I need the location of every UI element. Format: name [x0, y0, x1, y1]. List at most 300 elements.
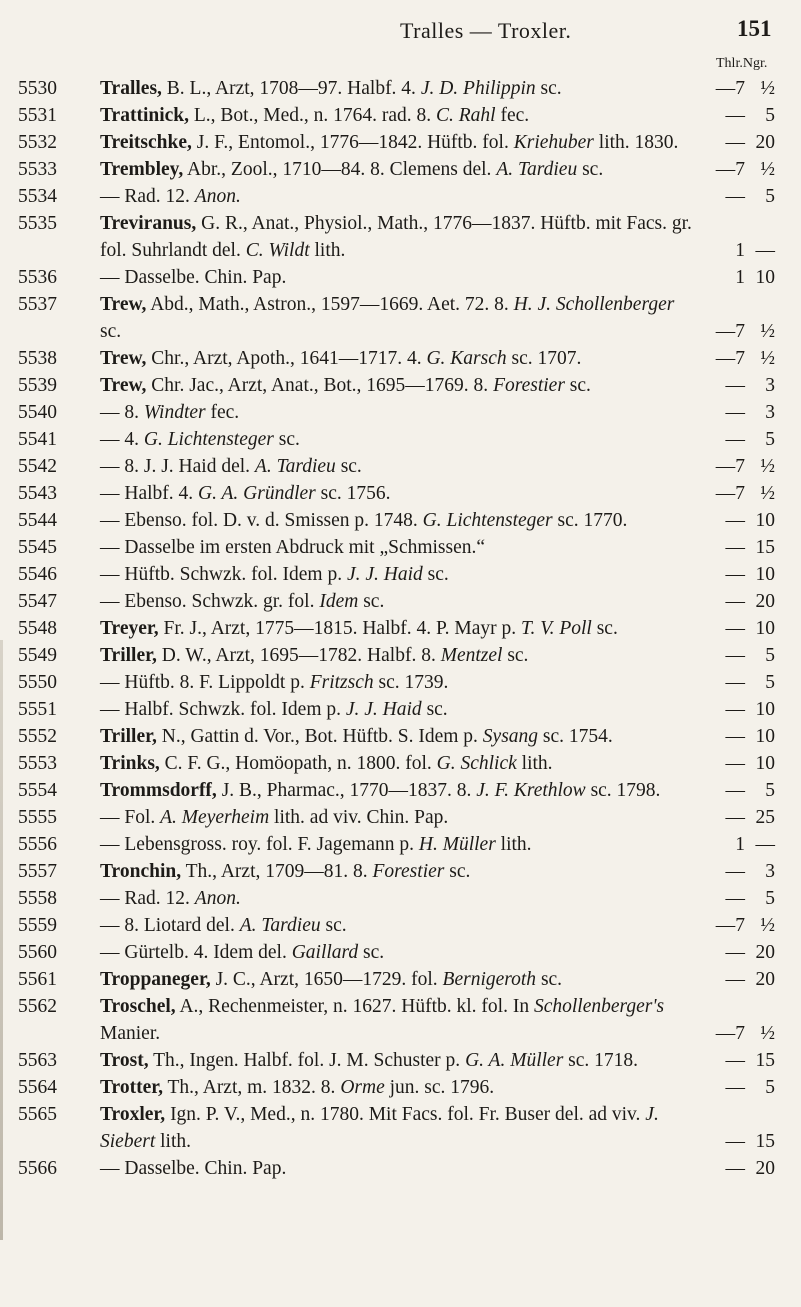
entry-price: [697, 615, 775, 642]
price-groschen: 5: [765, 1077, 775, 1098]
price-column-heading: Thlr.Ngr.: [716, 56, 768, 71]
entry-subject-name: Trattinick,: [100, 105, 190, 126]
entry-price: [697, 264, 775, 291]
entry-price: [697, 588, 775, 615]
price-thaler: —: [725, 861, 745, 882]
catalogue-entry: [0, 561, 801, 588]
entry-subject-name: Tronchin,: [100, 861, 182, 882]
entry-number: 5552: [18, 726, 57, 747]
entry-tail: sc.: [273, 429, 300, 450]
entry-tail: sc.: [358, 591, 385, 612]
entry-subject-name: Tralles,: [100, 78, 162, 99]
price-thaler: —: [725, 564, 745, 585]
entry-tail: sc. 1756.: [315, 483, 391, 504]
price-groschen: 20: [755, 942, 775, 963]
entry-tail: sc. 1770.: [552, 510, 628, 531]
entry-number: 5566: [18, 1158, 57, 1179]
entry-subject-name: Treyer,: [100, 618, 159, 639]
catalogue-entry: [0, 210, 801, 264]
price-thaler: —: [725, 942, 745, 963]
catalogue-entry: [0, 399, 801, 426]
entry-description: — Dasselbe. Chin. Pap.: [100, 1158, 287, 1179]
price-thaler: —: [725, 375, 745, 396]
price-thaler: —: [725, 645, 745, 666]
entry-number: 5542: [18, 456, 57, 477]
entry-description: B. L., Arzt, 1708—97. Halbf. 4.: [161, 78, 421, 99]
entry-tail: sc.: [335, 456, 362, 477]
price-groschen: 10: [755, 726, 775, 747]
catalogue-entry: [0, 534, 801, 561]
catalogue-entry: [0, 129, 801, 156]
price-groschen: 3: [765, 861, 775, 882]
entry-text: [100, 777, 693, 804]
entry-price: [697, 156, 775, 183]
price-groschen: ½: [760, 159, 775, 180]
catalogue-entry: [0, 426, 801, 453]
entry-artist: A. Meyerheim: [160, 807, 270, 828]
price-groschen: 3: [765, 402, 775, 423]
price-groschen: 3: [765, 375, 775, 396]
entry-number: 5565: [18, 1104, 57, 1125]
entry-description: — Ebenso. fol. D. v. d. Smissen p. 1748.: [100, 510, 423, 531]
entry-price: [697, 669, 775, 696]
entry-number: 5539: [18, 375, 57, 396]
entry-description: J. B., Pharmac., 1770—1837. 8.: [216, 780, 477, 801]
entry-subject-name: Trew,: [100, 375, 147, 396]
entry-subject-name: Trew,: [100, 348, 147, 369]
entry-artist: C. Rahl: [436, 105, 496, 126]
entry-number: 5554: [18, 780, 57, 801]
entry-tail: sc.: [564, 375, 591, 396]
entry-artist: Sysang: [482, 726, 539, 747]
price-thaler: —: [725, 1131, 745, 1152]
price-groschen: 10: [755, 510, 775, 531]
entry-artist: A. Tardieu: [239, 915, 321, 936]
entry-price: [697, 1155, 775, 1182]
catalogue-entry: [0, 696, 801, 723]
page-edge-shadow: [0, 640, 3, 1240]
entry-subject-name: Troxler,: [100, 1104, 166, 1125]
price-groschen: —: [755, 240, 775, 261]
entry-description: — Dasselbe. Chin. Pap.: [100, 267, 287, 288]
catalogue-entry: [0, 939, 801, 966]
entry-number: 5547: [18, 591, 57, 612]
price-thaler: —: [725, 105, 745, 126]
entry-text: [100, 1074, 693, 1101]
catalogue-entry: [0, 183, 801, 210]
catalogue-entry: [0, 723, 801, 750]
price-thaler: —7: [715, 456, 745, 477]
entry-description: — Ebenso. Schwzk. gr. fol.: [100, 591, 320, 612]
running-header: [0, 12, 801, 46]
catalogue-entry: [0, 642, 801, 669]
entry-tail: fec.: [205, 402, 240, 423]
entry-number: 5535: [18, 213, 57, 234]
entry-price: [697, 912, 775, 939]
entry-tail: fec.: [495, 105, 530, 126]
price-thaler: 1: [735, 267, 745, 288]
catalogue-entry: [0, 75, 801, 102]
entry-number: 5536: [18, 267, 57, 288]
entry-number: 5545: [18, 537, 57, 558]
entry-text: [100, 426, 693, 453]
catalogue-entry: [0, 912, 801, 939]
entry-description: — 8. J. J. Haid del.: [100, 456, 255, 477]
entry-text: [100, 453, 693, 480]
entry-description: Abd., Math., Astron., 1597—1669. Aet. 72. 8.: [146, 294, 514, 315]
entry-text: [100, 750, 693, 777]
entry-text: [100, 993, 693, 1047]
entry-artist: Fritzsch: [309, 672, 374, 693]
entry-number: 5538: [18, 348, 57, 369]
entry-text: [100, 372, 693, 399]
entry-artist: J. D. Philippin: [420, 78, 536, 99]
entry-number: 5540: [18, 402, 57, 423]
entry-artist: G. A. Müller: [465, 1050, 564, 1071]
price-groschen: 20: [755, 1158, 775, 1179]
price-thaler: —: [725, 537, 745, 558]
price-groschen: ½: [760, 1023, 775, 1044]
entry-description: Th., Arzt, 1709—81. 8.: [181, 861, 373, 882]
entry-artist: G. Karsch: [426, 348, 507, 369]
catalogue-entry: [0, 453, 801, 480]
entry-price: [697, 507, 775, 534]
entry-text: [100, 210, 693, 264]
entry-text: [100, 156, 693, 183]
entry-price: [697, 777, 775, 804]
entry-artist: J. J. Haid: [345, 699, 422, 720]
entry-description: C. F. G., Homöopath, n. 1800. fol.: [159, 753, 437, 774]
entry-number: 5531: [18, 105, 57, 126]
entry-tail: sc.: [502, 645, 529, 666]
entry-number: 5549: [18, 645, 57, 666]
price-groschen: ½: [760, 483, 775, 504]
entry-description: Chr. Jac., Arzt, Anat., Bot., 1695—1769. 8.: [146, 375, 494, 396]
catalogue-entry: [0, 750, 801, 777]
entry-tail: sc. 1754.: [538, 726, 613, 747]
entry-tail: jun. sc. 1796.: [384, 1077, 495, 1098]
price-thaler: —: [725, 726, 745, 747]
entry-artist: Windter: [143, 402, 206, 423]
catalogue-entries: [0, 75, 801, 1182]
entry-description: — Hüftb. 8. F. Lippoldt p.: [100, 672, 310, 693]
catalogue-entry: [0, 264, 801, 291]
entry-artist: Kriehuber: [513, 132, 594, 153]
entry-artist: C. Wildt: [245, 240, 310, 261]
price-thaler: 1: [735, 240, 745, 261]
entry-description: — 8. Liotard del.: [100, 915, 240, 936]
entry-artist: J. J. Haid: [346, 564, 423, 585]
entry-subject-name: Triller,: [100, 726, 157, 747]
entry-number: 5534: [18, 186, 57, 207]
entry-text: [100, 129, 693, 156]
entry-subject-name: Trost,: [100, 1050, 149, 1071]
entry-description: Ign. P. V., Med., n. 1780. Mit Facs. fol. Fr. Buser del. ad viv.: [165, 1104, 646, 1125]
entry-number: 5562: [18, 996, 57, 1017]
entry-price: [697, 183, 775, 210]
catalogue-entry: [0, 858, 801, 885]
entry-description: J. C., Arzt, 1650—1729. fol.: [210, 969, 443, 990]
catalogue-entry: [0, 1155, 801, 1182]
price-thaler: —: [725, 699, 745, 720]
entry-text: [100, 1047, 693, 1074]
price-groschen: ½: [760, 78, 775, 99]
price-thaler: —: [725, 402, 745, 423]
entry-text: [100, 507, 693, 534]
catalogue-entry: [0, 831, 801, 858]
price-groschen: ½: [760, 456, 775, 477]
entry-number: 5558: [18, 888, 57, 909]
price-thaler: —: [725, 186, 745, 207]
entry-subject-name: Troschel,: [100, 996, 176, 1017]
entry-text: [100, 1101, 693, 1155]
price-thaler: —: [725, 672, 745, 693]
entry-number: 5544: [18, 510, 57, 531]
entry-price: [697, 561, 775, 588]
price-thaler: —7: [715, 348, 745, 369]
entry-artist: A. Tardieu: [496, 159, 578, 180]
entry-description: — Dasselbe im ersten Abdruck mit „Schmissen.“: [100, 537, 486, 558]
entry-text: [100, 534, 693, 561]
price-groschen: 5: [765, 888, 775, 909]
entry-tail: sc.: [577, 159, 604, 180]
entry-price: [697, 696, 775, 723]
entry-price: [697, 426, 775, 453]
entry-number: 5560: [18, 942, 57, 963]
entry-price: [697, 858, 775, 885]
price-thaler: —: [725, 888, 745, 909]
entry-tail: sc.: [591, 618, 618, 639]
entry-subject-name: Trommsdorff,: [100, 780, 217, 801]
catalogue-entry: [0, 885, 801, 912]
entry-tail: lith.: [155, 1131, 191, 1152]
entry-subject-name: Troppaneger,: [100, 969, 211, 990]
header-title: Tralles — Troxler.: [400, 18, 572, 43]
price-groschen: 25: [755, 807, 775, 828]
entry-price: [697, 966, 775, 993]
entry-description: J. F., Entomol., 1776—1842. Hüftb. fol.: [191, 132, 514, 153]
price-thaler: —: [725, 132, 745, 153]
entry-artist: Anon.: [194, 888, 241, 909]
entry-tail: sc. 1739.: [373, 672, 449, 693]
entry-artist: G. Lichtensteger: [422, 510, 553, 531]
entry-text: [100, 804, 693, 831]
entry-artist: Forestier: [372, 861, 445, 882]
entry-description: D. W., Arzt, 1695—1782. Halbf. 8.: [156, 645, 441, 666]
catalogue-entry: [0, 480, 801, 507]
price-thaler: 1: [735, 834, 745, 855]
entry-price: [697, 453, 775, 480]
entry-description: A., Rechenmeister, n. 1627. Hüftb. kl. fol. In: [175, 996, 534, 1017]
price-thaler: —: [725, 591, 745, 612]
entry-text: [100, 561, 693, 588]
entry-text: [100, 831, 693, 858]
entry-subject-name: Triller,: [100, 645, 157, 666]
entry-tail: sc.: [422, 564, 449, 585]
entry-description: Th., Arzt, m. 1832. 8.: [163, 1077, 341, 1098]
price-groschen: 15: [755, 537, 775, 558]
entry-price: [697, 1128, 775, 1155]
price-thaler: —: [725, 1158, 745, 1179]
entry-artist: G. Schlick: [436, 753, 517, 774]
entry-text: [100, 939, 693, 966]
entry-artist: Bernigeroth: [442, 969, 537, 990]
price-groschen: ½: [760, 348, 775, 369]
price-thaler: —7: [715, 159, 745, 180]
price-groschen: 5: [765, 105, 775, 126]
price-groschen: ½: [760, 321, 775, 342]
entry-tail: sc. 1798.: [585, 780, 661, 801]
entry-description: — Rad. 12.: [100, 186, 195, 207]
catalogue-entry: [0, 156, 801, 183]
entry-number: 5555: [18, 807, 57, 828]
catalogue-entry: [0, 102, 801, 129]
entry-price: [697, 102, 775, 129]
catalogue-entry: [0, 1074, 801, 1101]
entry-text: [100, 102, 693, 129]
catalogue-entry: [0, 1047, 801, 1074]
entry-description: G. R., Anat., Physiol., Math., 1776—1837. Hüftb. mit Facs. gr. fol. Suhrlandt del.: [100, 213, 692, 261]
entry-artist: G. A. Gründler: [198, 483, 316, 504]
entry-tail: Manier.: [100, 1023, 161, 1044]
price-groschen: 20: [755, 132, 775, 153]
entry-text: [100, 966, 693, 993]
entry-number: 5533: [18, 159, 57, 180]
entry-tail: sc.: [320, 915, 347, 936]
price-thaler: —: [725, 429, 745, 450]
entry-artist: Schollenberger's: [533, 996, 665, 1017]
entry-text: [100, 615, 693, 642]
price-groschen: 5: [765, 429, 775, 450]
price-groschen: 10: [755, 699, 775, 720]
price-thaler: —: [725, 510, 745, 531]
price-groschen: 20: [755, 969, 775, 990]
price-groschen: ½: [760, 915, 775, 936]
price-thaler: —: [725, 969, 745, 990]
price-thaler: —7: [715, 1023, 745, 1044]
entry-number: 5563: [18, 1050, 57, 1071]
entry-subject-name: Trinks,: [100, 753, 160, 774]
entry-description: N., Gattin d. Vor., Bot. Hüftb. S. Idem p.: [156, 726, 483, 747]
entry-number: 5537: [18, 294, 57, 315]
catalogue-entry: [0, 669, 801, 696]
entry-tail: sc. 1718.: [563, 1050, 639, 1071]
catalogue-entry: [0, 777, 801, 804]
entry-description: — 4.: [100, 429, 144, 450]
price-groschen: 10: [755, 564, 775, 585]
price-groschen: 5: [765, 672, 775, 693]
entry-tail: sc.: [358, 942, 385, 963]
entry-description: Fr. J., Arzt, 1775—1815. Halbf. 4. P. Mayr p.: [158, 618, 522, 639]
catalogue-entry: [0, 372, 801, 399]
entry-tail: sc.: [536, 969, 563, 990]
entry-artist: G. Lichtensteger: [143, 429, 274, 450]
entry-tail: lith. ad viv. Chin. Pap.: [269, 807, 449, 828]
entry-tail: sc.: [100, 321, 122, 342]
entry-subject-name: Trembley,: [100, 159, 184, 180]
entry-text: [100, 885, 693, 912]
entry-artist: H. Müller: [418, 834, 496, 855]
entry-number: 5550: [18, 672, 57, 693]
entry-number: 5557: [18, 861, 57, 882]
entry-description: — Fol.: [100, 807, 161, 828]
price-groschen: 20: [755, 591, 775, 612]
price-thaler: —: [725, 753, 745, 774]
entry-price: [697, 237, 775, 264]
entry-description: — 8.: [100, 402, 144, 423]
price-thaler: —7: [715, 915, 745, 936]
price-thaler: —: [725, 1077, 745, 1098]
catalogue-entry: [0, 291, 801, 345]
entry-number: 5564: [18, 1077, 57, 1098]
entry-tail: lith. 1830.: [593, 132, 679, 153]
entry-text: [100, 183, 693, 210]
entry-description: — Halbf. 4.: [100, 483, 199, 504]
entry-number: 5553: [18, 753, 57, 774]
page-number: 151: [737, 16, 772, 41]
entry-artist: Orme: [340, 1077, 385, 1098]
entry-text: [100, 399, 693, 426]
entry-description: Abr., Zool., 1710—84. 8. Clemens del.: [183, 159, 497, 180]
price-thaler: —: [725, 780, 745, 801]
entry-description: Chr., Arzt, Apoth., 1641—1717. 4.: [146, 348, 427, 369]
entry-text: [100, 264, 693, 291]
price-groschen: 10: [755, 618, 775, 639]
entry-price: [697, 534, 775, 561]
catalogue-entry: [0, 1101, 801, 1155]
entry-number: 5551: [18, 699, 57, 720]
entry-price: [697, 804, 775, 831]
entry-price: [697, 372, 775, 399]
price-thaler: —: [725, 807, 745, 828]
price-groschen: —: [755, 834, 775, 855]
price-groschen: 15: [755, 1050, 775, 1071]
entry-text: [100, 912, 693, 939]
entry-number: 5532: [18, 132, 57, 153]
entry-price: [697, 75, 775, 102]
entry-price: [697, 939, 775, 966]
entry-text: [100, 723, 693, 750]
entry-text: [100, 480, 693, 507]
entry-price: [697, 345, 775, 372]
catalogue-entry: [0, 804, 801, 831]
catalogue-entry: [0, 345, 801, 372]
entry-number: 5559: [18, 915, 57, 936]
catalogue-entry: [0, 507, 801, 534]
entry-text: [100, 642, 693, 669]
entry-text: [100, 75, 693, 102]
price-groschen: 10: [755, 267, 775, 288]
entry-artist: J. Siebert: [100, 1104, 659, 1152]
entry-artist: J. F. Krethlow: [476, 780, 586, 801]
entry-subject-name: Trotter,: [100, 1077, 163, 1098]
entry-number: 5546: [18, 564, 57, 585]
entry-text: [100, 669, 693, 696]
entry-artist: Forestier: [493, 375, 565, 396]
entry-price: [697, 1047, 775, 1074]
price-groschen: 5: [765, 186, 775, 207]
entry-description: — Rad. 12.: [100, 888, 195, 909]
entry-description: — Lebensgross. roy. fol. F. Jagemann p.: [100, 834, 419, 855]
entry-number: 5561: [18, 969, 57, 990]
entry-description: — Gürtelb. 4. Idem del.: [100, 942, 292, 963]
entry-text: [100, 345, 693, 372]
entry-tail: sc.: [444, 861, 471, 882]
price-thaler: —7: [715, 78, 745, 99]
entry-tail: sc.: [535, 78, 562, 99]
catalogue-entry: [0, 615, 801, 642]
entry-tail: lith.: [516, 753, 553, 774]
